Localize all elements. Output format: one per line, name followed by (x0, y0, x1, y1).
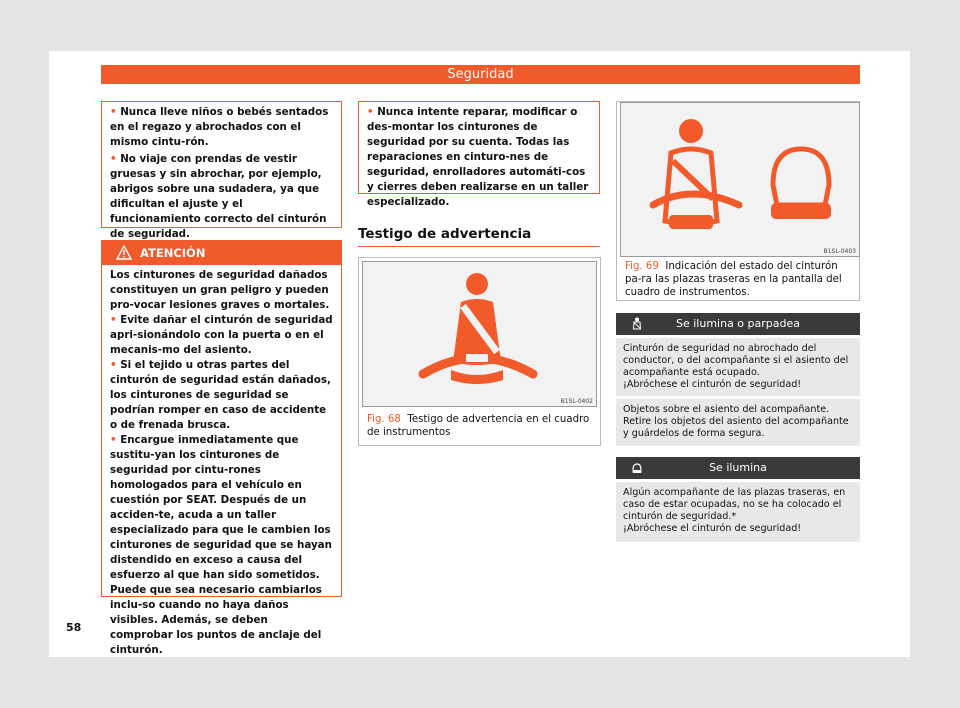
figure-caption (625, 260, 855, 299)
indicator-description (616, 399, 860, 446)
description-line: ¡Abróchese el cinturón de seguridad! (623, 523, 802, 534)
bullet-text: No viaje con prendas de vestir gruesas y sin abrochar, por ejemplo, abrigos sobre una sudadera, ya que dificultan el ajuste y el funcionamiento correcto del cinturón de seguridad. (110, 153, 327, 240)
warning-bullet: • Evite dañar el cinturón de seguridad apri-sionándolo con la puerta o en el mecanis-mo del asiento. (110, 314, 333, 356)
figure-caption-text: Testigo de advertencia en el cuadro de instrumentos (367, 414, 590, 438)
section-divider (358, 246, 600, 247)
figure-69 (616, 101, 860, 301)
description-line: ¡Abróchese el cinturón de seguridad! (623, 379, 802, 390)
bullet-box-2 (358, 101, 600, 208)
figure-69-image (620, 102, 860, 257)
description-line: Cinturón de seguridad no abrochado del conductor, o del acompañante si el asiento del acompañante está ocupado. (623, 343, 849, 378)
description-line: Objetos sobre el asiento del acompañante. (623, 404, 830, 415)
page-number: 58 (66, 621, 82, 634)
figure-caption-text: Indicación del estado del cinturón pa-ra las plazas traseras en la pantalla del cuadro de instrumentos. (625, 261, 842, 298)
warning-intro: Los cinturones de seguridad dañados constituyen un gran peligro y pueden pro-vocar lesiones graves o mortales. (110, 269, 330, 311)
indicator-title: Se ilumina (709, 461, 767, 474)
warning-bullet-text: Encargue inmediatamente que sustitu-yan los cinturones de seguridad por cintu-rones homologados para el vehículo en cuestión por SEAT. Después de un acciden-te, acuda a un taller especializado para que le cambien los cinturones de seguridad que se hayan distendido en exceso a causa del esfuerzo al que han sido sometidos. Puede que sea necesario cambiarlos inclu-so cuando no haya daños visibles. Además, se deben comprobar los puntos de anclaje del cinturón. (110, 434, 332, 656)
figure-caption (367, 413, 595, 439)
figure-code: B1SL-0403 (823, 248, 856, 255)
figure-68-image (362, 261, 597, 407)
page-header: Seguridad (101, 65, 860, 84)
indicator-title: Se ilumina o parpadea (676, 317, 800, 330)
bullet-item: • Nunca intente reparar, modificar o des-montar los cinturones de seguridad por su cuenta. Todas las reparaciones en cinturo-nes de seguridad, enrolladores automáti-cos y cierres deben realizarse en un taller especializado. (367, 106, 589, 208)
figure-68 (358, 257, 601, 446)
indicator-description (616, 482, 860, 542)
bullet-box-1 (101, 101, 342, 240)
warning-title: ATENCIÓN (140, 246, 206, 260)
warning-bullet: • Encargue inmediatamente que sustitu-yan los cinturones de seguridad por cintu-rones homologados para el vehículo en cuestión por SEAT. Después de un acciden-te, acuda a un taller especializado para que le cambien los cinturones de seguridad que se hayan distendido en exceso a causa del esfuerzo al que han sido sometidos. Puede que sea necesario cambiarlos inclu-so cuando no haya daños visibles. Además, se deben comprobar los puntos de anclaje del cinturón. (110, 434, 332, 656)
warning-bullet: • Si el tejido u otras partes del cinturón de seguridad están dañados, los cinturones de seguridad se podrían romper en caso de accidente o de frenada brusca. (110, 359, 331, 431)
bullet-item: • No viaje con prendas de vestir gruesas y sin abrochar, por ejemplo, abrigos sobre una sudadera, ya que dificultan el ajuste y el funcionamiento correcto del cinturón de seguridad. (110, 153, 327, 240)
bullet-item: • Nunca lleve niños o bebés sentados en el regazo y abrochados con el mismo cintu-rón. (110, 106, 329, 148)
warning-bullet-text: Si el tejido u otras partes del cinturón de seguridad están dañados, los cinturones de seguridad se podrían romper en caso de accidente o de frenada brusca. (110, 359, 331, 431)
warning-box (101, 240, 342, 656)
indicator-bar-blink (616, 313, 860, 335)
figure-number: Fig. 68 (367, 414, 401, 425)
warning-bullet-text: Evite dañar el cinturón de seguridad apri-sionándolo con la puerta o en el mecanis-mo del asiento. (110, 314, 333, 356)
description-line: Algún acompañante de las plazas traseras, en caso de estar ocupadas, no se ha colocado el cinturón de seguridad.* (623, 487, 846, 522)
seatbelt-warning-icon (363, 262, 596, 406)
warning-triangle-icon (116, 245, 132, 260)
warning-header (102, 241, 341, 265)
bullet-text: Nunca lleve niños o bebés sentados en el regazo y abrochados con el mismo cintu-rón. (110, 106, 329, 148)
description-line: Retire los objetos del asiento del acompañante y guárdelos de forma segura. (623, 416, 849, 439)
bullet-text: Nunca intente reparar, modificar o des-montar los cinturones de seguridad por su cuenta. Todas las reparaciones en cinturo-nes de seguridad, enrolladores automáti-cos y cierres deben realizarse en un taller especializado. (367, 106, 589, 208)
indicator-bar-steady (616, 457, 860, 479)
figure-number: Fig. 69 (625, 261, 659, 272)
figure-code: B1SL-0402 (560, 398, 593, 405)
rear-seatbelt-status-icon (621, 103, 859, 256)
section-title: Testigo de advertencia (358, 226, 532, 242)
indicator-description (616, 338, 860, 396)
